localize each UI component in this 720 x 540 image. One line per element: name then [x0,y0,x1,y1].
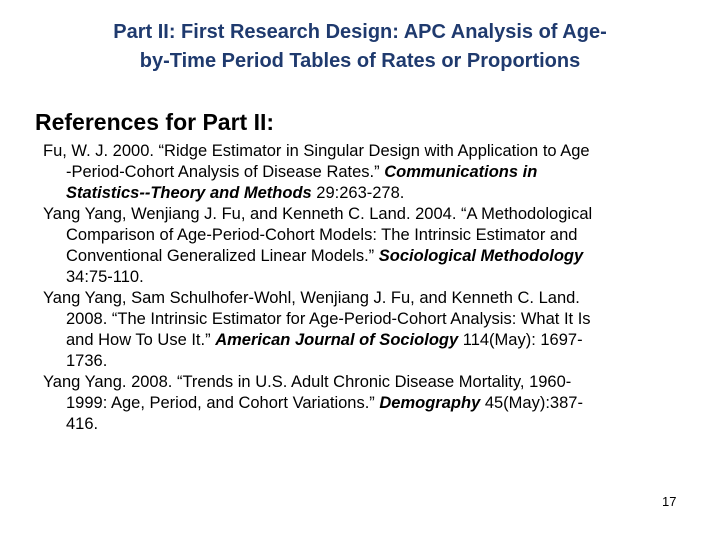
reference-text: Yang Yang. 2008. “Trends in U.S. Adult Chronic Disease Mortality, 1960- [43,373,572,391]
reference-text: Yang Yang, Wenjiang J. Fu, and Kenneth C. Land. 2004. “A Methodological [43,205,593,223]
reference-line [43,372,713,393]
references-heading: References for Part II: [35,109,275,135]
reference-text: Yang Yang, Sam Schulhofer-Wohl, Wenjiang J. Fu, and Kenneth C. Land. [43,289,580,307]
reference-line [43,330,713,351]
journal-name: American Journal of Sociology [215,331,459,349]
journal-name: Sociological Methodology [378,247,584,265]
reference-line [43,288,713,309]
reference-item-yang-2008a [43,288,713,372]
slide-title-line-2: by-Time Period Tables of Rates or Proportions [139,50,581,72]
reference-text: -Period-Cohort Analysis of Disease Rates.” [66,163,385,181]
reference-text: 34:75-110. [66,268,144,286]
reference-text: Fu, W. J. 2000. “Ridge Estimator in Singular Design with Application to Age [43,142,590,160]
journal-name: Demography [379,394,481,412]
reference-text: and How To Use It.” [66,331,216,349]
slide-title-line-1: Part II: First Research Design: APC Analysis of Age- [113,21,607,43]
reference-text: 416. [66,415,99,433]
reference-line [43,393,713,414]
journal-name: Communications in [384,163,538,181]
page-number: 17 [662,494,677,509]
reference-line [43,267,713,288]
reference-line [43,309,713,330]
reference-text: 45(May):387- [480,394,583,412]
reference-text: 114(May): 1697- [458,331,583,349]
reference-line [43,141,713,162]
reference-line [43,246,713,267]
reference-line [43,162,713,183]
journal-name: Statistics--Theory and Methods [66,184,312,202]
reference-text: 29:263-278. [311,184,405,202]
reference-line [43,225,713,246]
reference-text: 2008. “The Intrinsic Estimator for Age-Period-Cohort Analysis: What It Is [66,310,591,328]
reference-line [43,351,713,372]
reference-text: 1736. [66,352,108,370]
reference-text: Conventional Generalized Linear Models.” [66,247,379,265]
reference-item-yang-2004 [43,204,713,288]
reference-text: 1999: Age, Period, and Cohort Variations.” [66,394,380,412]
reference-line [43,204,713,225]
reference-line [43,183,713,204]
reference-item-fu-2000 [43,141,713,204]
references-list [43,141,713,435]
slide-title [20,18,700,76]
reference-line [43,414,713,435]
reference-item-yang-2008b [43,372,713,435]
reference-text: Comparison of Age-Period-Cohort Models: The Intrinsic Estimator and [66,226,578,244]
